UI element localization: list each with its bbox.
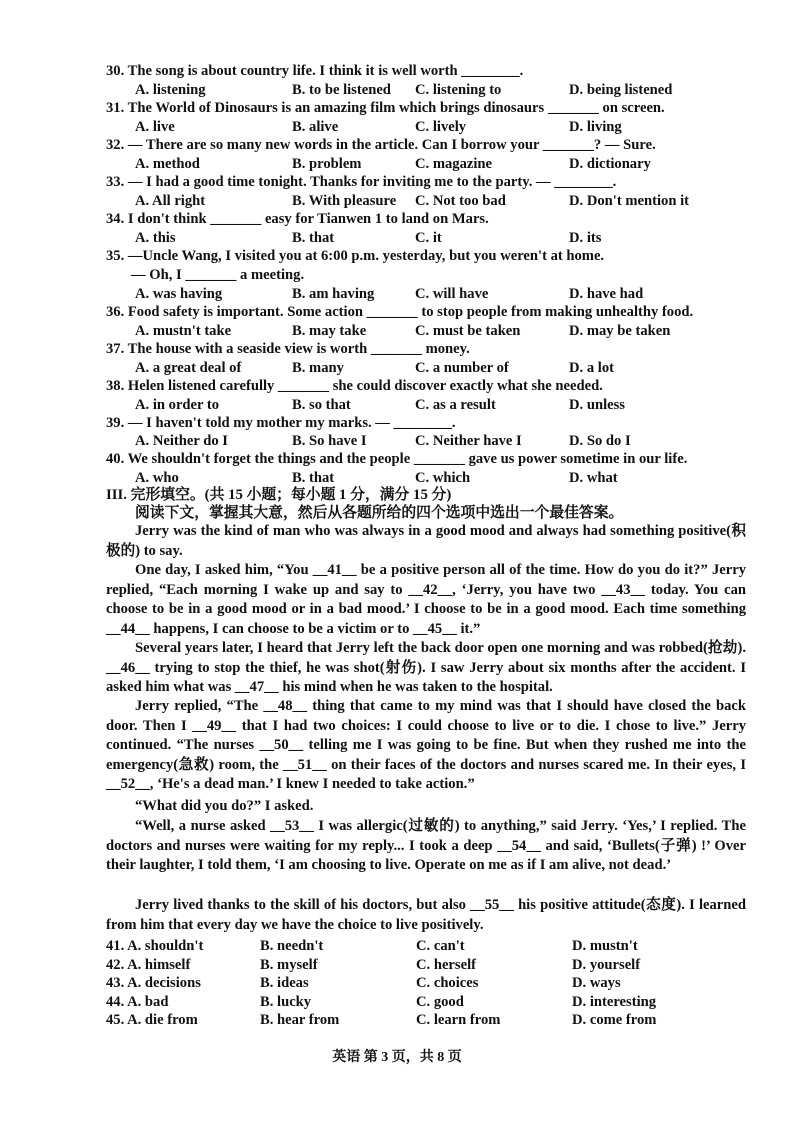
option: 45. A. die from — [106, 1012, 198, 1028]
question-39: 39. — I haven't told my mother my marks. — ________. — [106, 415, 456, 431]
question-35: 35. —Uncle Wang, I visited you at 6:00 p.m. yesterday, but you weren't at home. — [106, 248, 605, 264]
option: A. Neither do I — [135, 433, 228, 449]
option: C. herself — [416, 957, 476, 973]
option: A. method — [135, 156, 200, 172]
section-title: III. 完形填空。(共 15 小题；每小题 1 分，满分 15 分) — [106, 487, 452, 503]
option: A. listening — [135, 82, 206, 98]
question-35-reply: — Oh, I _______ a meeting. — [131, 267, 305, 283]
option: D. So do I — [569, 433, 631, 449]
option: D. interesting — [572, 994, 657, 1010]
option: C. good — [416, 994, 464, 1010]
option: 44. A. bad — [106, 994, 169, 1010]
option: D. its — [569, 230, 602, 246]
option: D. unless — [569, 397, 625, 413]
option: B. ideas — [260, 975, 309, 991]
option: D. have had — [569, 286, 644, 302]
option: D. yourself — [572, 957, 641, 973]
question-36: 36. Food safety is important. Some action _______ to stop people from making unhealthy food. — [106, 304, 694, 320]
option: D. what — [569, 470, 618, 486]
option: B. myself — [260, 957, 318, 973]
question-37: 37. The house with a seaside view is worth _______ money. — [106, 341, 470, 357]
option: C. must be taken — [415, 323, 521, 339]
option: A. who — [135, 470, 179, 486]
section-instruction: 阅读下文，掌握其大意，然后从各题所给的四个选项中选出一个最佳答案。 — [135, 505, 624, 521]
option: D. living — [569, 119, 622, 135]
question-40: 40. We shouldn't forget the things and the people _______ gave us power sometime in our life. — [106, 451, 688, 467]
question-38: 38. Helen listened carefully _______ she could discover exactly what she needed. — [106, 378, 603, 394]
option: B. alive — [292, 119, 339, 135]
option: C. as a result — [415, 397, 496, 413]
question-33: 33. — I had a good time tonight. Thanks for inviting me to the party. — ________. — [106, 174, 617, 190]
option: D. a lot — [569, 360, 614, 376]
option: A. in order to — [135, 397, 220, 413]
option: A. All right — [135, 193, 206, 209]
question-31: 31. The World of Dinosaurs is an amazing film which brings dinosaurs _______ on screen. — [106, 100, 665, 116]
option: B. problem — [292, 156, 362, 172]
option: A. mustn't take — [135, 323, 232, 339]
option: 43. A. decisions — [106, 975, 201, 991]
passage-paragraph: “Well, a nurse asked __53__ I was allergic(过敏的) to anything,” said Jerry. ‘Yes,’ I replied. The doctors and nurses were waiting for my reply... I took a deep __54__ and said, ‘Bullets(子弹) !’ Over their laughter, I told them, ‘I am choosing to live. Operate on me as if I am alive, not dead.’ — [106, 818, 746, 874]
option: A. a great deal of — [135, 360, 242, 376]
option: B. many — [292, 360, 344, 376]
option: B. lucky — [260, 994, 312, 1010]
question-34: 34. I don't think _______ easy for Tianwen 1 to land on Mars. — [106, 211, 489, 227]
option: B. so that — [292, 397, 351, 413]
option: C. Neither have I — [415, 433, 522, 449]
passage-paragraph: “What did you do?” I asked. — [135, 798, 314, 814]
option: C. can't — [416, 938, 465, 954]
passage-paragraph: Several years later, I heard that Jerry left the back door open one morning and was robbed(抢劫). __46__ trying to stop the thief, he was shot(射伤). I saw Jerry about six months after the accident. I asked him what was __47__ his mind when he was taken to the hospital. — [106, 640, 746, 696]
option: D. mustn't — [572, 938, 638, 954]
passage-paragraph: One day, I asked him, “You __41__ be a positive person all of the time. How do you do it?” Jerry replied, “Each morning I wake up and say to __42__, ‘Jerry, you have two __43__ today. You can choose to be in a good mood or in a bad mood.’ I choose to be in a good mood. Each time something __44__ happens, I can choose to be a victim or to __45__ it.” — [106, 562, 746, 637]
option: D. dictionary — [569, 156, 651, 172]
option: C. Not too bad — [415, 193, 506, 209]
option: B. that — [292, 230, 335, 246]
option: C. magazine — [415, 156, 493, 172]
option: C. it — [415, 230, 442, 246]
option: D. ways — [572, 975, 621, 991]
option: 42. A. himself — [106, 957, 191, 973]
option: B. to be listened — [292, 82, 391, 98]
passage-paragraph: Jerry was the kind of man who was always in a good mood and always had something positive(积极的) to say. — [106, 523, 746, 559]
question-30: 30. The song is about country life. I think it is well worth ________. — [106, 63, 524, 79]
passage-paragraph: Jerry replied, “The __48__ thing that came to my mind was that I should have closed the back door. Then I __49__ that I had two choices: I could choose to live or to die. I chose to live.” Jerry continued. “The nurses __50__ telling me I was going to be fine. But when they rushed me into the emergency(急救) room, the __51__ on their faces of the doctors and nurses scared me. In their eyes, I __52__, ‘He's a dead man.’ I knew I needed to take action.” — [106, 698, 746, 793]
option: C. choices — [416, 975, 479, 991]
option: D. being listened — [569, 82, 673, 98]
option: A. live — [135, 119, 175, 135]
option: B. may take — [292, 323, 367, 339]
option: C. a number of — [415, 360, 509, 376]
option: C. which — [415, 470, 471, 486]
passage-paragraph: Jerry lived thanks to the skill of his doctors, but also __55__ his positive attitude(态度). I learned from him that every day we have the choice to live positively. — [106, 897, 746, 933]
option: B. needn't — [260, 938, 324, 954]
page-footer: 英语 第 3 页，共 8 页 — [332, 1050, 462, 1065]
option: B. that — [292, 470, 335, 486]
option: C. will have — [415, 286, 489, 302]
option: B. So have I — [292, 433, 367, 449]
option: B. With pleasure — [292, 193, 397, 209]
option: B. am having — [292, 286, 375, 302]
option: B. hear from — [260, 1012, 340, 1028]
option: D. may be taken — [569, 323, 671, 339]
option: D. come from — [572, 1012, 657, 1028]
option: C. lively — [415, 119, 467, 135]
option: A. this — [135, 230, 176, 246]
option: C. listening to — [415, 82, 502, 98]
question-32: 32. — There are so many new words in the article. Can I borrow your _______? — Sure. — [106, 137, 656, 153]
option: C. learn from — [416, 1012, 501, 1028]
option: A. was having — [135, 286, 223, 302]
option: 41. A. shouldn't — [106, 938, 204, 954]
option: D. Don't mention it — [569, 193, 689, 209]
